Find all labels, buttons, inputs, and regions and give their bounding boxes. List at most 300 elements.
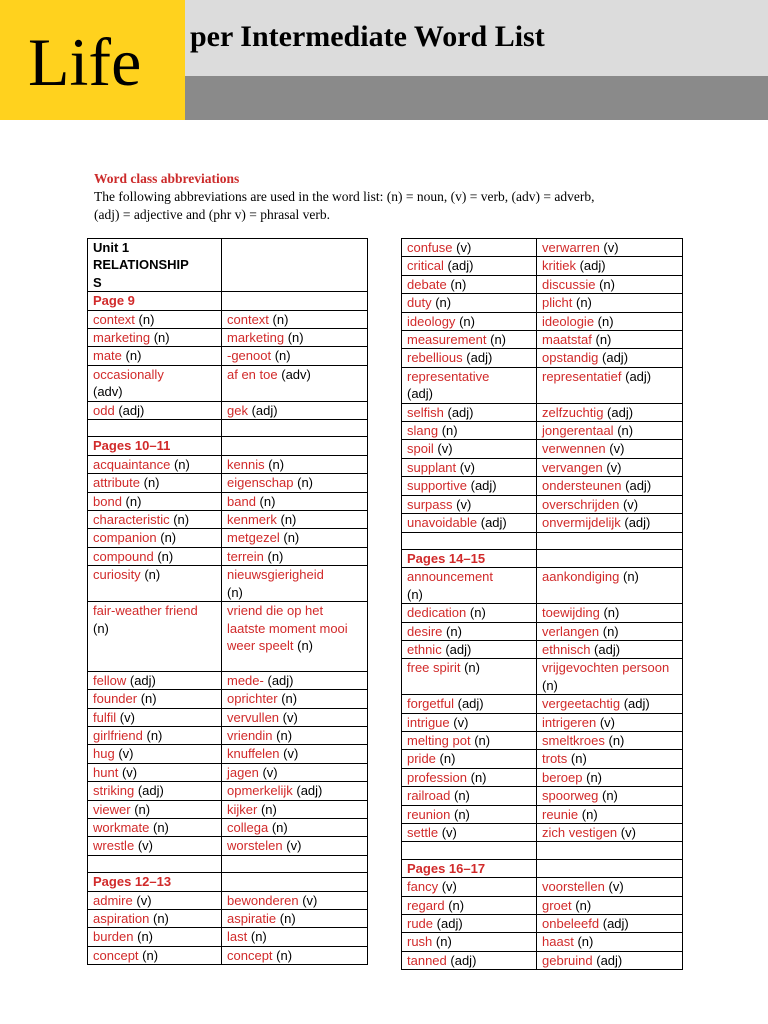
translation-cell (537, 422, 683, 440)
abbreviations-line-1: The following abbreviations are used in the word list: (n) = noun, (v) = verb, (adv) = adverb, (94, 189, 595, 204)
headword: odd (93, 402, 115, 418)
table-row (88, 800, 368, 818)
word-cell (402, 514, 537, 532)
headword: girlfriend (93, 727, 143, 743)
headword: critical (407, 258, 444, 274)
word-cell (88, 511, 222, 529)
translation-cell (222, 946, 368, 964)
translation: marketing (227, 330, 285, 346)
translation-class: (v) (302, 892, 318, 908)
translation-class: (n) (283, 530, 300, 546)
word-cell (88, 347, 222, 365)
translation-class: (n) (608, 732, 625, 748)
translation-class: (v) (609, 441, 625, 457)
table-row (402, 823, 683, 841)
headword: profession (407, 769, 467, 785)
word-class: (v) (441, 879, 457, 895)
abbreviations-line-2: (adj) = adjective and (phr v) = phrasal verb. (94, 207, 331, 222)
table-row (402, 622, 683, 640)
table-row (402, 731, 683, 749)
word-class: (v) (118, 746, 134, 762)
table-row (88, 365, 368, 401)
translation-cell (537, 750, 683, 768)
translation: vervangen (542, 459, 603, 475)
translation: af en toe (227, 366, 278, 382)
table-row (88, 602, 368, 672)
section-row (402, 549, 683, 567)
headword: measurement (407, 332, 487, 348)
translation-cell (537, 239, 683, 257)
translation: kijker (227, 801, 258, 817)
translation: nieuwsgierigheid (227, 567, 324, 583)
unit-heading-line: Unit 1 (93, 240, 130, 255)
word-cell (402, 787, 537, 805)
word-cell (402, 549, 537, 567)
translation-class: (adj) (267, 672, 294, 688)
section-heading: Page 9 (93, 293, 135, 309)
translation-class: (n) (259, 493, 276, 509)
unit-heading-line: S (93, 274, 102, 290)
table-row (402, 640, 683, 658)
table-row (402, 713, 683, 731)
table-row (88, 401, 368, 419)
word-class: (adj) (470, 478, 497, 494)
table-row (402, 750, 683, 768)
headword: supplant (407, 459, 457, 475)
translation-cell (537, 532, 683, 549)
translation: representatief (542, 368, 622, 384)
translation-cell (222, 909, 368, 927)
translation: oprichter (227, 691, 278, 707)
word-cell (88, 420, 222, 437)
translation: last (227, 929, 248, 945)
translation-cell (537, 257, 683, 275)
translation: spoorweg (542, 788, 599, 804)
word-class: (v) (119, 709, 135, 725)
word-cell (88, 602, 222, 672)
table-row (88, 511, 368, 529)
word-cell (88, 873, 222, 891)
word-cell (402, 349, 537, 367)
word-class: (v) (453, 714, 469, 730)
translation-class: (n) (260, 801, 277, 817)
translation-cell (537, 842, 683, 859)
word-cell (88, 529, 222, 547)
section-row (88, 873, 368, 891)
translation-cell (222, 292, 368, 310)
translation-class: (adj) (625, 478, 652, 494)
translation: ethnisch (542, 641, 591, 657)
translation: discussie (542, 276, 596, 292)
table-row (402, 659, 683, 695)
headword: representative (407, 368, 490, 384)
headword: ethnic (407, 641, 442, 657)
word-class: (n) (160, 530, 177, 546)
headword: fancy (407, 879, 439, 895)
word-class: (n) (490, 332, 506, 348)
translation-cell (537, 477, 683, 495)
translation-class: (n) (570, 751, 587, 767)
table-row (88, 310, 368, 328)
word-cell (402, 859, 537, 877)
translation: toewijding (542, 605, 600, 621)
headword: desire (407, 623, 443, 639)
section-heading: Pages 10–11 (93, 438, 171, 454)
word-cell (88, 239, 222, 292)
translation: kritiek (542, 258, 576, 274)
translation-cell (537, 823, 683, 841)
word-class: (n) (435, 295, 452, 311)
headword: wrestle (93, 838, 135, 854)
headword: settle (407, 824, 439, 840)
headword: compound (93, 548, 154, 564)
translation-cell (537, 331, 683, 349)
translation-class: (n) (581, 806, 598, 822)
translation-class: (adj) (251, 402, 278, 418)
table-row (402, 294, 683, 312)
headword: fulfil (93, 709, 117, 725)
word-class: (n) (140, 691, 157, 707)
word-class: (n) (125, 348, 142, 364)
translation-cell (537, 933, 683, 951)
translation: verwennen (542, 441, 606, 457)
translation-cell (537, 659, 683, 695)
translation: trots (542, 751, 568, 767)
translation: plicht (542, 295, 573, 311)
word-cell (402, 750, 537, 768)
translation-cell (222, 928, 368, 946)
word-cell (402, 403, 537, 421)
table-row (402, 275, 683, 293)
translation-cell (222, 492, 368, 510)
word-class: (n) (173, 456, 190, 472)
translation-cell (222, 708, 368, 726)
translation: intrigeren (542, 714, 597, 730)
word-cell (402, 878, 537, 896)
headword: dedication (407, 605, 467, 621)
word-class: (adj) (480, 515, 507, 531)
headword: characteristic (93, 512, 170, 528)
translation-class: (n) (602, 623, 619, 639)
word-cell (402, 713, 537, 731)
word-cell (88, 763, 222, 781)
word-class: (n) (152, 819, 169, 835)
headword: duty (407, 295, 432, 311)
table-row (402, 568, 683, 604)
section-heading: Pages 14–15 (407, 550, 486, 566)
headword: reunion (407, 806, 451, 822)
word-cell (402, 294, 537, 312)
section-row (402, 859, 683, 877)
translation-class: (n) (287, 330, 304, 346)
word-class: (n) (446, 623, 462, 639)
translation-class: (v) (262, 764, 278, 780)
word-cell (402, 331, 537, 349)
translation-cell (537, 622, 683, 640)
word-cell (88, 946, 222, 964)
table-row (402, 915, 683, 933)
headword: hug (93, 746, 115, 762)
word-class: (adj) (118, 402, 145, 418)
translation-class: (adj) (625, 368, 652, 384)
unit-row (88, 239, 368, 292)
translation: band (227, 493, 256, 509)
translation: jagen (227, 764, 259, 780)
word-cell (88, 310, 222, 328)
headword: burden (93, 929, 134, 945)
translation-class: (adj) (594, 641, 621, 657)
headword: acquaintance (93, 456, 171, 472)
headword: attribute (93, 475, 140, 491)
translation: knuffelen (227, 746, 280, 762)
word-cell (402, 495, 537, 513)
table-row (402, 787, 683, 805)
word-class: (adj) (407, 386, 434, 402)
translation-class: (v) (608, 879, 624, 895)
headword: ideology (407, 313, 456, 329)
translation-cell (537, 787, 683, 805)
translation-class: (n) (603, 605, 620, 621)
table-row (88, 455, 368, 473)
translation-cell (222, 365, 368, 401)
translation-class: (n) (599, 276, 615, 292)
word-class: (adj) (129, 672, 156, 688)
table-row (402, 604, 683, 622)
word-class: (n) (146, 727, 163, 743)
translation-cell (222, 474, 368, 492)
translation: concept (227, 947, 273, 963)
translation-cell (222, 745, 368, 763)
word-cell (88, 474, 222, 492)
word-cell (402, 731, 537, 749)
word-cell (88, 818, 222, 836)
translation: aankondiging (542, 569, 620, 585)
section-heading: Pages 12–13 (93, 874, 172, 890)
table-row (88, 708, 368, 726)
headword: rebellious (407, 350, 463, 366)
word-class: (n) (134, 801, 151, 817)
word-class: (n) (450, 276, 467, 292)
translation-class: (n) (280, 512, 297, 528)
translation-class: (n) (297, 475, 314, 491)
translation: mede- (227, 672, 264, 688)
table-row (402, 896, 683, 914)
headword: companion (93, 530, 157, 546)
word-cell (88, 891, 222, 909)
translation-cell (222, 891, 368, 909)
translation-cell (537, 640, 683, 658)
translation-class: (n) (276, 727, 293, 743)
table-row (88, 529, 368, 547)
word-cell (402, 915, 537, 933)
word-cell (402, 768, 537, 786)
translation-cell (222, 347, 368, 365)
word-cell (402, 422, 537, 440)
translation-cell (222, 310, 368, 328)
translation-class: (n) (250, 929, 267, 945)
headword: announcement (407, 569, 494, 585)
translation: verlangen (542, 623, 600, 639)
word-cell (402, 568, 537, 604)
translation-class: (n) (268, 456, 285, 472)
table-row (402, 458, 683, 476)
headword: forgetful (407, 696, 454, 712)
translation-class: (n) (595, 332, 612, 348)
word-class: (v) (137, 838, 153, 854)
table-row (402, 695, 683, 713)
table-row (402, 239, 683, 257)
translation-class: (n) (577, 934, 594, 950)
word-cell (402, 275, 537, 293)
word-class: (adj) (436, 916, 463, 931)
translation-cell (537, 275, 683, 293)
word-cell (402, 622, 537, 640)
translation: terrein (227, 548, 264, 564)
headword: admire (93, 892, 133, 908)
translation: gebruind (542, 952, 593, 968)
word-class: (n) (464, 660, 480, 676)
translation-cell (537, 859, 683, 877)
translation-class: (n) (542, 677, 558, 693)
headword: surpass (407, 496, 453, 512)
translation-cell (222, 511, 368, 529)
table-row (88, 909, 368, 927)
page-title: per Intermediate Word List (190, 20, 545, 53)
translation: vrijgevochten persoon (542, 660, 670, 676)
translation: verwarren (542, 240, 600, 255)
translation-cell (537, 403, 683, 421)
headword: spoil (407, 441, 434, 457)
table-row (402, 951, 683, 969)
table-row (402, 349, 683, 367)
abbreviations-heading: Word class abbreviations (94, 171, 240, 186)
translation: reunie (542, 806, 579, 822)
translation: onbeleefd (542, 916, 600, 931)
translation-cell (537, 695, 683, 713)
word-cell (88, 365, 222, 401)
table-row (88, 837, 368, 855)
translation-cell (222, 566, 368, 602)
translation-cell (537, 805, 683, 823)
word-list-table-left (87, 238, 368, 965)
headword: selfish (407, 404, 444, 420)
word-cell (88, 708, 222, 726)
translation: overschrijden (542, 496, 620, 512)
headword: fellow (93, 672, 127, 688)
word-cell (88, 909, 222, 927)
word-cell (402, 842, 537, 859)
word-class: (adj) (466, 350, 493, 366)
table-row (402, 768, 683, 786)
word-class: (adj) (445, 641, 472, 657)
translation-class: (n) (276, 947, 293, 963)
word-class: (n) (469, 605, 486, 621)
word-cell (402, 659, 537, 695)
translation-class: (v) (620, 824, 636, 840)
translation-class: (v) (599, 714, 615, 730)
word-cell (88, 837, 222, 855)
table-row (88, 547, 368, 565)
logo-text: Life (28, 24, 142, 100)
translation: -genoot (227, 348, 272, 364)
word-cell (402, 604, 537, 622)
translation: smeltkroes (542, 732, 605, 748)
translation-cell (537, 713, 683, 731)
headword: confuse (407, 240, 453, 255)
word-class: (adj) (457, 696, 484, 712)
word-list-table-right (401, 238, 683, 970)
word-cell (402, 532, 537, 549)
word-class: (adv) (93, 384, 123, 400)
word-class: (n) (470, 769, 487, 785)
word-cell (88, 782, 222, 800)
translation: jongerentaal (542, 423, 614, 439)
headword: unavoidable (407, 515, 478, 531)
headword: bond (93, 493, 122, 509)
blank-row (88, 855, 368, 872)
translation-class: (n) (622, 569, 639, 585)
table-row (402, 422, 683, 440)
word-class: (n) (138, 311, 155, 327)
word-class: (v) (456, 240, 472, 255)
word-class: (v) (121, 764, 138, 780)
translation-cell (537, 915, 683, 933)
table-row (88, 329, 368, 347)
translation-cell (222, 800, 368, 818)
translation-cell (537, 495, 683, 513)
translation: ideologie (542, 313, 595, 329)
table-row (402, 477, 683, 495)
translation: haast (542, 934, 574, 950)
translation: context (227, 311, 269, 327)
word-cell (402, 896, 537, 914)
translation: vervullen (227, 709, 280, 725)
word-cell (402, 312, 537, 330)
translation: maatstaf (542, 332, 592, 348)
table-row (88, 474, 368, 492)
table-row (88, 566, 368, 602)
word-cell (88, 292, 222, 310)
word-cell (402, 367, 537, 403)
blank-row (88, 420, 368, 437)
word-cell (402, 239, 537, 257)
translation: vriend die op het laatste moment mooi weer speelt (227, 603, 348, 653)
word-cell (88, 455, 222, 473)
translation-class: (n) (575, 295, 592, 311)
translation-class: (n) (281, 691, 298, 707)
translation: vriendin (227, 727, 273, 743)
headword: aspiration (93, 910, 150, 926)
translation: worstelen (227, 838, 283, 854)
word-class: (n) (439, 751, 456, 767)
translation-class: (n) (227, 584, 243, 600)
translation-cell (222, 690, 368, 708)
word-class: (n) (173, 512, 190, 528)
headword: pride (407, 751, 436, 767)
word-class: (n) (144, 567, 161, 583)
word-class: (adj) (447, 404, 474, 420)
word-cell (88, 566, 222, 602)
translation-cell (222, 855, 368, 872)
headword: supportive (407, 478, 467, 494)
translation: zelfzuchtig (542, 404, 604, 420)
headword: slang (407, 423, 439, 439)
table-row (88, 763, 368, 781)
table-row (88, 671, 368, 689)
translation-cell (222, 329, 368, 347)
headword: striking (93, 783, 135, 799)
translation-class: (adv) (281, 366, 311, 382)
